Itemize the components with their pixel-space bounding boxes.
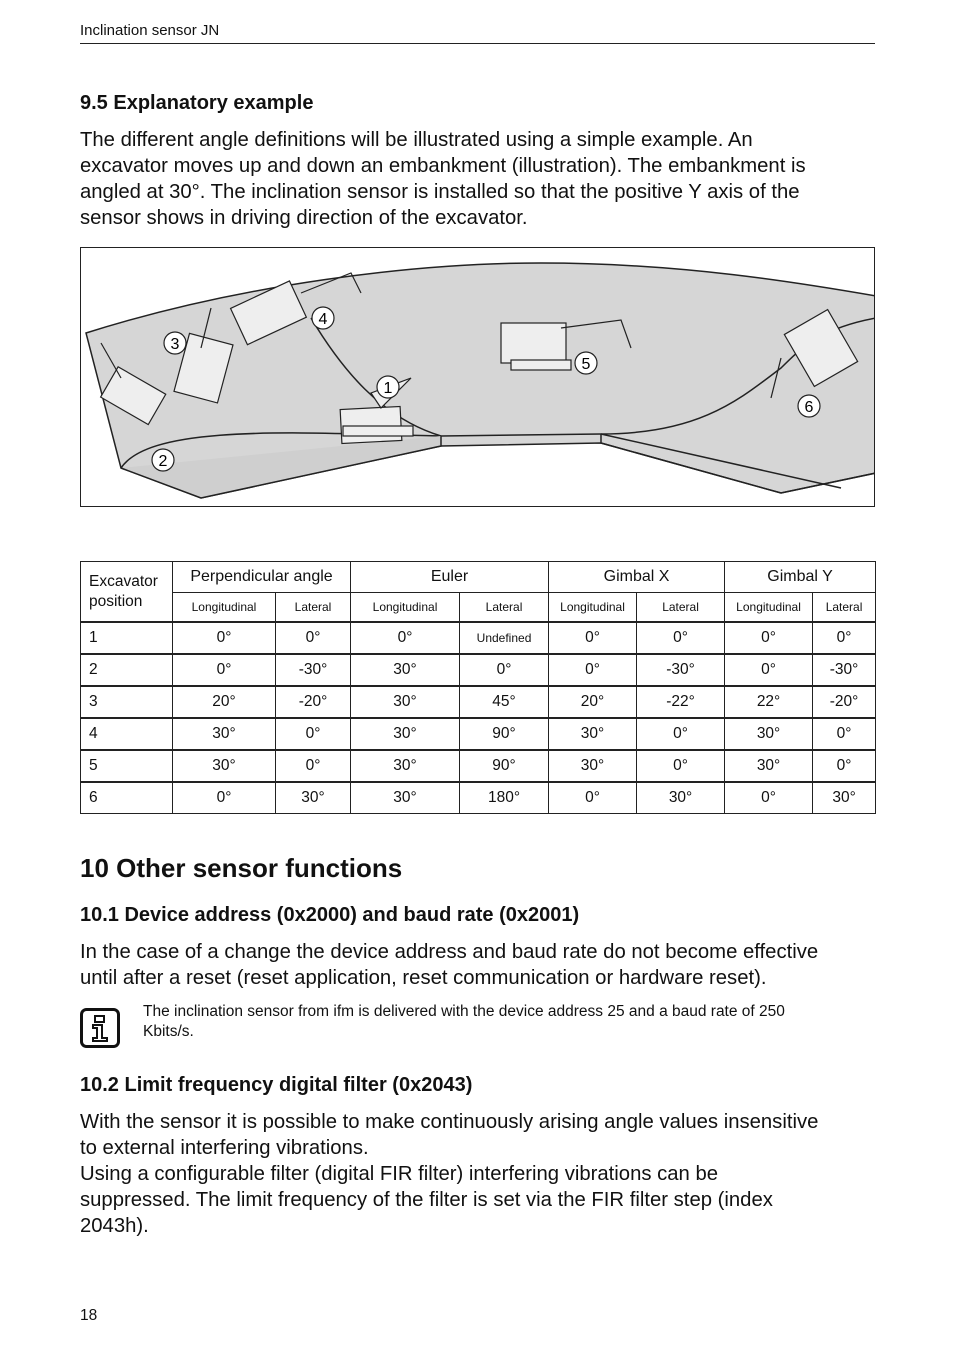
body-line: to external interfering vibrations. <box>80 1137 369 1159</box>
section-heading-10-2: 10.2 Limit frequency digital filter (0x2043) <box>80 1074 473 1096</box>
table-cell: 2 <box>81 654 173 686</box>
table-row <box>81 686 876 718</box>
table-subheader: Lateral <box>813 593 876 623</box>
table-row <box>81 718 876 750</box>
table-cell: 30° <box>725 718 813 750</box>
body-line: Using a configurable filter (digital FIR filter) interfering vibrations can be <box>80 1163 719 1185</box>
table-cell: 1 <box>81 622 173 654</box>
table-cell: 4 <box>81 718 173 750</box>
table-subheader: Lateral <box>637 593 725 623</box>
table-cell: 0° <box>276 622 351 654</box>
body-line: suppressed. The limit frequency of the filter is set via the FIR filter step (index <box>80 1189 773 1211</box>
table-cell: 0° <box>725 622 813 654</box>
table-cell: -20° <box>276 686 351 718</box>
body-line: until after a reset (reset application, reset communication or hardware reset). <box>80 967 767 989</box>
table-header-position: Excavator position <box>81 562 173 623</box>
table-cell: 30° <box>549 718 637 750</box>
embankment-illustration <box>80 247 875 507</box>
table-cell: 0° <box>549 782 637 814</box>
svg-text:4: 4 <box>318 311 328 328</box>
table-subheader: Longitudinal <box>351 593 460 623</box>
table-cell: 0° <box>637 718 725 750</box>
table-cell: 0° <box>173 654 276 686</box>
position-marker <box>312 307 334 329</box>
position-marker <box>164 332 186 354</box>
table-subheader: Longitudinal <box>173 593 276 623</box>
body-line: With the sensor it is possible to make continuously arising angle values insensitive <box>80 1111 819 1133</box>
body-line: In the case of a change the device address and baud rate do not become effective <box>80 941 819 963</box>
table-cell: 30° <box>173 718 276 750</box>
table-cell: 30° <box>351 718 460 750</box>
body-line: 2043h). <box>80 1215 149 1237</box>
table-cell: 0° <box>549 654 637 686</box>
table-row <box>81 654 876 686</box>
page-number: 18 <box>80 1307 98 1324</box>
svg-text:5: 5 <box>581 356 591 373</box>
table-cell: -20° <box>813 686 876 718</box>
table-cell: 0° <box>813 750 876 782</box>
table-cell: 0° <box>549 622 637 654</box>
running-header: Inclination sensor JN <box>80 22 220 39</box>
table-cell: 30° <box>351 750 460 782</box>
position-marker <box>152 449 174 471</box>
note-line: The inclination sensor from ifm is delivered with the device address 25 and a baud rate of 250 <box>143 1003 785 1020</box>
table-header-group: Gimbal X <box>549 562 725 593</box>
table-subheader: Longitudinal <box>725 593 813 623</box>
position-marker <box>575 352 597 374</box>
position-marker <box>798 395 820 417</box>
table-subheader: Lateral <box>276 593 351 623</box>
table-cell: 0° <box>637 622 725 654</box>
table-cell: 30° <box>351 686 460 718</box>
position-marker <box>377 376 399 398</box>
table-cell: 6 <box>81 782 173 814</box>
svg-text:6: 6 <box>804 399 814 416</box>
embankment-drawing <box>81 248 875 507</box>
section-10-2-body <box>80 1109 880 1239</box>
table-header-group: Gimbal Y <box>725 562 876 593</box>
table-cell: 3 <box>81 686 173 718</box>
body-line: The different angle definitions will be illustrated using a simple example. An <box>80 129 753 151</box>
body-line: sensor shows in driving direction of the excavator. <box>80 207 528 229</box>
table-cell: 0° <box>637 750 725 782</box>
angle-definitions-table <box>80 561 876 814</box>
table-cell: -30° <box>276 654 351 686</box>
table-cell: 0° <box>813 718 876 750</box>
svg-text:2: 2 <box>158 453 168 470</box>
info-icon <box>80 1008 120 1048</box>
table-subheader: Lateral <box>460 593 549 623</box>
table-cell: 0° <box>460 654 549 686</box>
table-cell: 5 <box>81 750 173 782</box>
section-9-5-body <box>80 127 880 231</box>
body-line: excavator moves up and down an embankment (illustration). The embankment is <box>80 155 806 177</box>
header-rule <box>80 43 875 44</box>
table-cell: 30° <box>549 750 637 782</box>
table-cell: -22° <box>637 686 725 718</box>
section-heading-9-5: 9.5 Explanatory example <box>80 92 314 114</box>
table-cell: 20° <box>173 686 276 718</box>
table-subheader: Longitudinal <box>549 593 637 623</box>
table-cell: Undefined <box>460 622 549 654</box>
table-cell: -30° <box>637 654 725 686</box>
table-cell: 20° <box>549 686 637 718</box>
table-header-group: Euler <box>351 562 549 593</box>
table-cell: 30° <box>813 782 876 814</box>
table-cell: 45° <box>460 686 549 718</box>
table-header-group: Perpendicular angle <box>173 562 351 593</box>
table-cell: 0° <box>813 622 876 654</box>
table-cell: 0° <box>725 782 813 814</box>
table-cell: 180° <box>460 782 549 814</box>
svg-text:3: 3 <box>170 336 180 353</box>
table-cell: 0° <box>725 654 813 686</box>
table-row <box>81 750 876 782</box>
section-heading-10-1: 10.1 Device address (0x2000) and baud rate (0x2001) <box>80 904 580 926</box>
svg-text:1: 1 <box>383 380 393 397</box>
table-cell: 30° <box>637 782 725 814</box>
table-cell: 0° <box>351 622 460 654</box>
table-cell: 0° <box>276 750 351 782</box>
table-row <box>81 622 876 654</box>
chapter-heading-10: 10 Other sensor functions <box>80 853 403 883</box>
info-note <box>143 1002 843 1042</box>
table-cell: 30° <box>276 782 351 814</box>
table-cell: 30° <box>173 750 276 782</box>
table-cell: 30° <box>351 654 460 686</box>
body-line: angled at 30°. The inclination sensor is installed so that the positive Y axis of the <box>80 181 800 203</box>
table-cell: 30° <box>351 782 460 814</box>
table-cell: -30° <box>813 654 876 686</box>
table-cell: 30° <box>725 750 813 782</box>
section-10-1-body <box>80 939 880 991</box>
table-cell: 0° <box>173 622 276 654</box>
table-cell: 90° <box>460 718 549 750</box>
table-cell: 0° <box>276 718 351 750</box>
table-cell: 0° <box>173 782 276 814</box>
table-row <box>81 782 876 814</box>
table-cell: 22° <box>725 686 813 718</box>
note-line: Kbits/s. <box>143 1023 194 1040</box>
table-cell: 90° <box>460 750 549 782</box>
